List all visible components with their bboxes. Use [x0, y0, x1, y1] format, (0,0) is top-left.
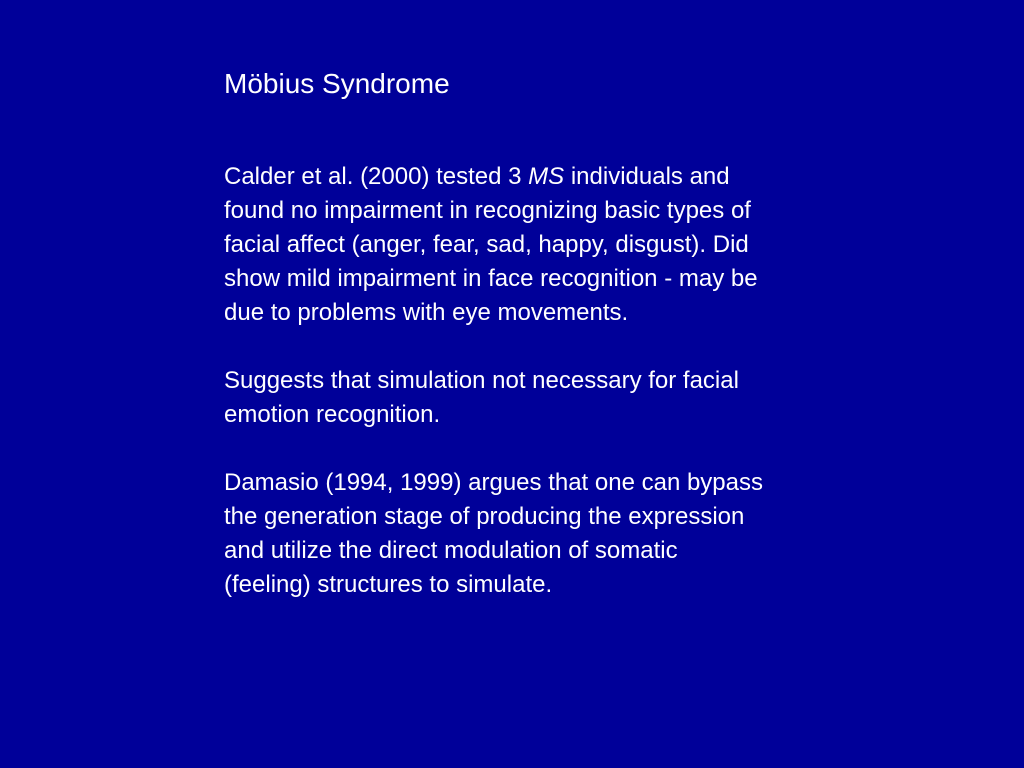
paragraph-line: emotion recognition. [224, 401, 441, 428]
paragraph-line [224, 160, 874, 194]
text-segment: Calder et al. (2000) tested 3 [224, 163, 529, 190]
slide-body [224, 160, 874, 636]
paragraph-suggests [224, 364, 874, 432]
paragraph-line: found no impairment in recognizing basic types of [224, 197, 751, 224]
paragraph-damasio [224, 466, 874, 602]
paragraph-line: Suggests that simulation not necessary for facial [224, 367, 739, 394]
paragraph-line: show mild impairment in face recognition - may be [224, 265, 758, 292]
paragraph-line: due to problems with eye movements. [224, 299, 629, 326]
paragraph-calder [224, 160, 874, 330]
slide-title: Möbius Syndrome [224, 68, 450, 99]
text-segment: individuals and [564, 163, 730, 190]
paragraph-line: and utilize the direct modulation of somatic [224, 537, 678, 564]
paragraph-line: facial affect (anger, fear, sad, happy, disgust). Did [224, 231, 749, 258]
ms-italic-term: MS [528, 163, 565, 190]
paragraph-line: (feeling) structures to simulate. [224, 571, 553, 598]
paragraph-line: the generation stage of producing the expression [224, 503, 745, 530]
paragraph-line: Damasio (1994, 1999) argues that one can bypass [224, 469, 764, 496]
